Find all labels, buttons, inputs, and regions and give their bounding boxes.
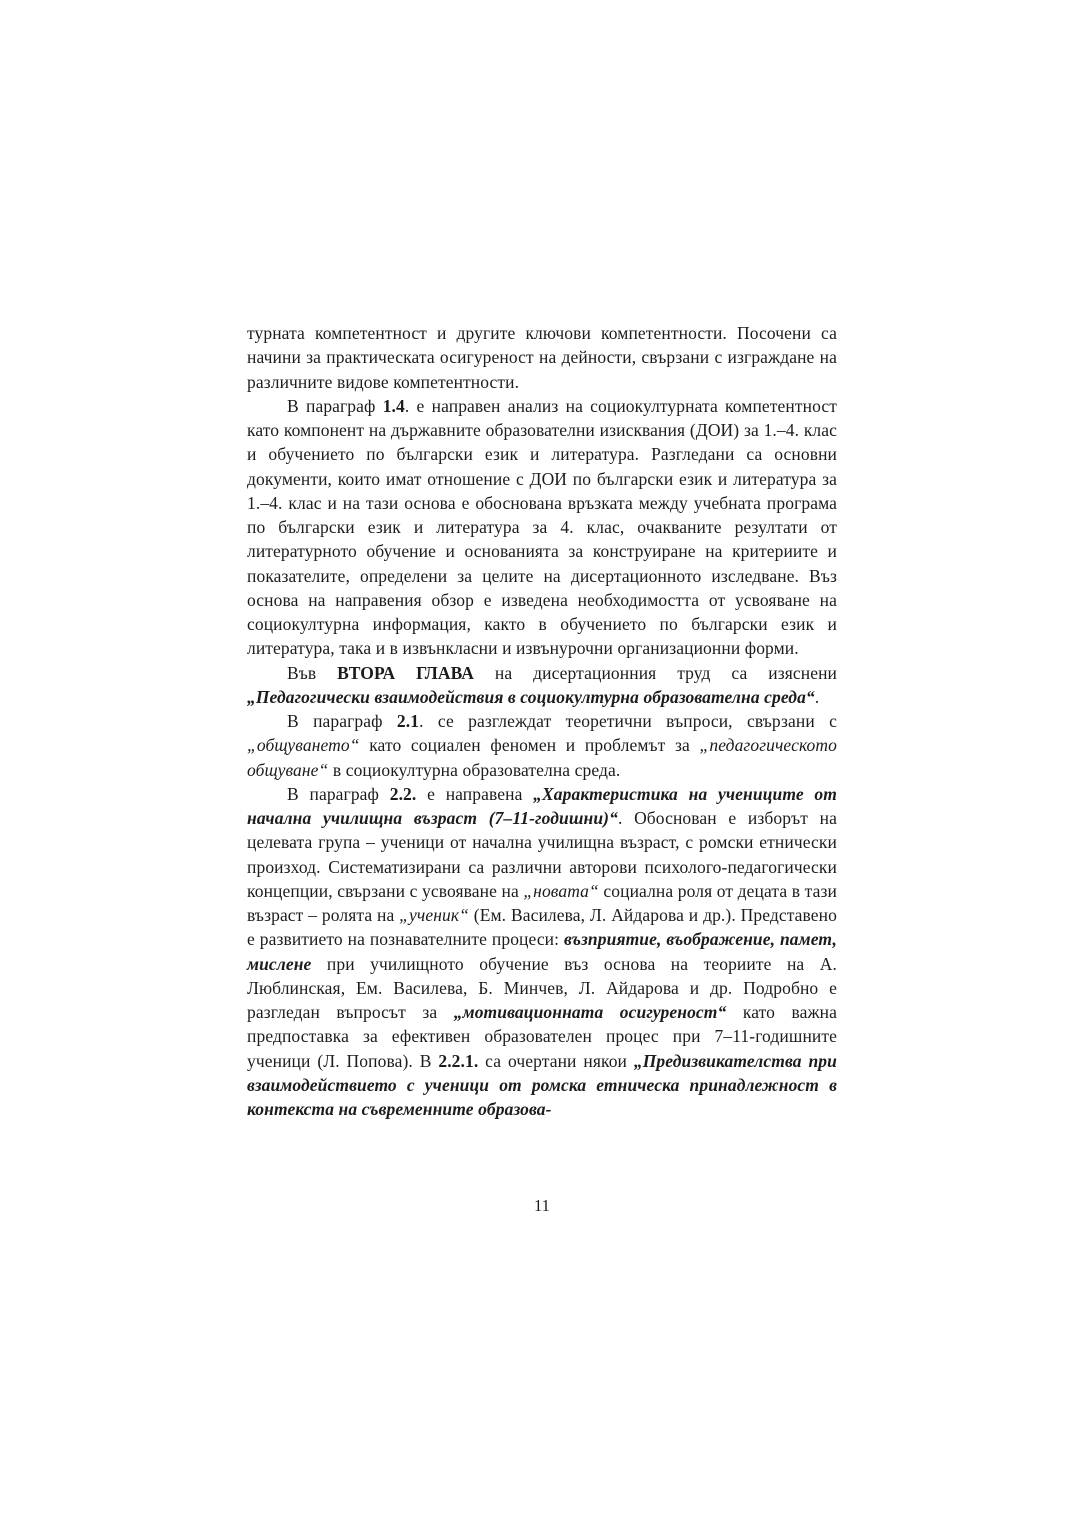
text-run: на дисертационния труд са изяснени [474, 662, 837, 683]
text-run: 1.4 [382, 395, 405, 416]
text-run: 2.2.1. [438, 1050, 479, 1071]
text-run: . се разглеждат теоретични въпроси, свързани с [419, 711, 837, 731]
text-run: В параграф [287, 395, 383, 416]
text-run: „новата“ [523, 880, 599, 901]
text-run: социална роля от децата в тази възраст – ролята на [247, 880, 837, 925]
paragraph [247, 782, 837, 1122]
text-run: . [814, 686, 820, 707]
text-run: в социокултурна образователна среда. [328, 759, 621, 780]
text-run: „Характеристика на учениците от начална училищна възраст (7–11-годишни)“ [247, 783, 837, 828]
text-run: 2.2. [389, 783, 417, 804]
text-run: . Обоснован е изборът на целевата група – ученици от начална училищна възраст, с ромски етнически произход. Систематизирани са различни авторови психолого-педагогически концепции, свързани с усвояване на [247, 808, 837, 901]
text-run: турната компетентност и другите ключови компетентности. Посочени са начини за практическата осигуреност на дейности, свързани с изграждане на различните видове компетентности. [247, 323, 837, 392]
paragraph [247, 661, 837, 710]
page-number: 11 [534, 1196, 550, 1215]
text-run: са очертани някои [478, 1050, 634, 1071]
text-run: „педагогическото общуване“ [247, 735, 837, 780]
text-run: В параграф [287, 711, 397, 731]
text-run: „ученик“ [399, 905, 469, 925]
text-run: „общуването“ [247, 735, 360, 756]
text-run: при училищното обучение въз основа на теориите на А. Люблинская, Ем. Василева, Б. Минчев, Л. Айдарова и др. Подробно е разгледан въпросът за [247, 953, 837, 1022]
text-run: е направена [416, 783, 534, 804]
text-run: възприятие, въображение, памет, мислене [247, 929, 838, 974]
text-run: (Ем. Василева, Л. Айдарова и др.). Представено е развитието на познавателните процеси: [247, 905, 837, 950]
text-run: В параграф [287, 783, 390, 804]
text-run: „мотивационната осигуреност“ [453, 1002, 727, 1022]
text-run: Във [287, 662, 338, 683]
text-run: ВТОРА ГЛАВА [337, 662, 475, 683]
text-run: „Предизвикателства при взаимодействието с ученици от ромска етническа принадлежност в контекста на съвременните образова- [247, 1050, 837, 1119]
paragraph [247, 394, 837, 661]
paragraph [247, 321, 837, 394]
text-run: „Педагогически взаимодействия в социокултурна образователна среда“ [247, 686, 815, 707]
text-run: 2.1 [396, 711, 420, 731]
text-run: като важна предпоставка за ефективен образователен процес при 7–11-годишните ученици (Л. Попова). В [247, 1002, 838, 1071]
document-body [247, 321, 837, 1121]
text-run: като социален феномен и проблемът за [359, 735, 700, 756]
text-run: . е направен анализ на социокултурната компетентност като компонент на държавните образователни изисквания (ДОИ) за 1.–4. клас и обучението по български език и литература. Разгледани са основни документи, които имат отношение с ДОИ по български език и литература за 1.–4. клас и на тази основа е обоснована връзката между учебната програма по български език и литература за 4. клас, очакваните резултати от литературното обучение и основанията за конструиране на критериите и показателите, определени за целите на дисертационното изследване. Въз основа на направения обзор е изведена необходимостта от усвояване на социокултурна информация, както в обучението по български език и литература, така и в извънкласни и извънурочни организационни форми. [247, 395, 837, 659]
paragraph [247, 709, 837, 782]
